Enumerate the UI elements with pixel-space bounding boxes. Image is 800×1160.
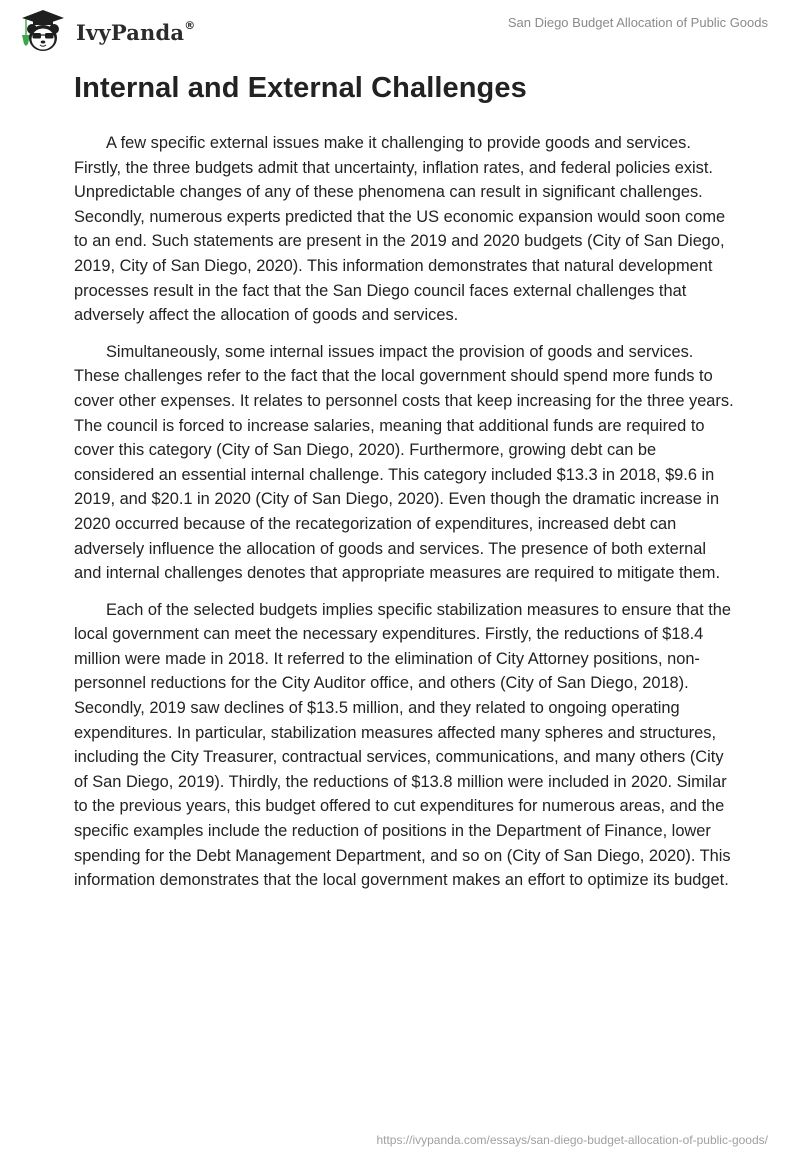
paragraph-stabilization-measures: Each of the selected budgets implies specific stabilization measures to ensure that the local government can meet the necessary expenditures. Firstly, the reductions of $18.4 million were made in 2018. It referred to the elimination of City Attorney positions, non-personnel reductions for the City Auditor office, and others (City of San Diego, 2018). Secondly, 2019 saw declines of $13.5 million, and they related to ongoing operating expenditures. In particular, stabilization measures affected many spheres and structures, including the City Treasurer, contractual services, communications, and many others (City of San Diego, 2019). Thirdly, the reductions of $13.8 million were included in 2020. Similar to the previous years, this budget offered to cut expenditures for numerous areas, and the specific examples include the reduction of positions in the Department of Finance, lower spending for the Debt Management Department, and so on (City of San Diego, 2020). This information demonstrates that the local government makes an effort to optimize its budget. bbox=[74, 600, 732, 890]
source-url-link[interactable]: https://ivypanda.com/essays/san-diego-budget-allocation-of-public-goods/ bbox=[376, 1133, 768, 1147]
paragraph-internal-challenges: Simultaneously, some internal issues impact the provision of goods and services. These challenges refer to the fact that the local government should spend more funds to cover other expenses. It relates to personnel costs that keep increasing for the three years. The council is forced to increase salaries, meaning that additional funds are required to cover this category (City of San Diego, 2020). Furthermore, growing debt can be considered an essential internal challenge. This category included $13.3 in 2018, $9.6 in 2019, and $20.1 in 2020 (City of San Diego, 2020). Even though the dramatic increase in 2020 occurred because of the recategorization of expenditures, increased debt can adversely influence the allocation of goods and services. The presence of both external and internal challenges denotes that appropriate measures are required to mitigate them. bbox=[74, 342, 734, 583]
page-title: Internal and External Challenges bbox=[74, 72, 527, 104]
running-title: San Diego Budget Allocation of Public Goods bbox=[507, 15, 768, 30]
article-body bbox=[74, 131, 734, 905]
ivypanda-logo[interactable] bbox=[18, 8, 195, 54]
panda-graduate-icon bbox=[18, 8, 68, 54]
logo-wordmark: IvyPanda® bbox=[76, 18, 196, 45]
page-header bbox=[0, 0, 800, 60]
registered-mark: ® bbox=[184, 18, 196, 32]
paragraph-external-challenges: A few specific external issues make it challenging to provide goods and services. Firstly, the three budgets admit that uncertainty, inflation rates, and federal policies exist. Unpredictable changes of any of these phenomena can result in significant challenges. Secondly, numerous experts predicted that the US economic expansion would soon come to an end. Such statements are present in the 2019 and 2020 budgets (City of San Diego, 2019, City of San Diego, 2020). This information demonstrates that natural development processes result in the fact that the San Diego council faces external challenges that adversely affect the allocation of goods and services. bbox=[74, 134, 726, 325]
